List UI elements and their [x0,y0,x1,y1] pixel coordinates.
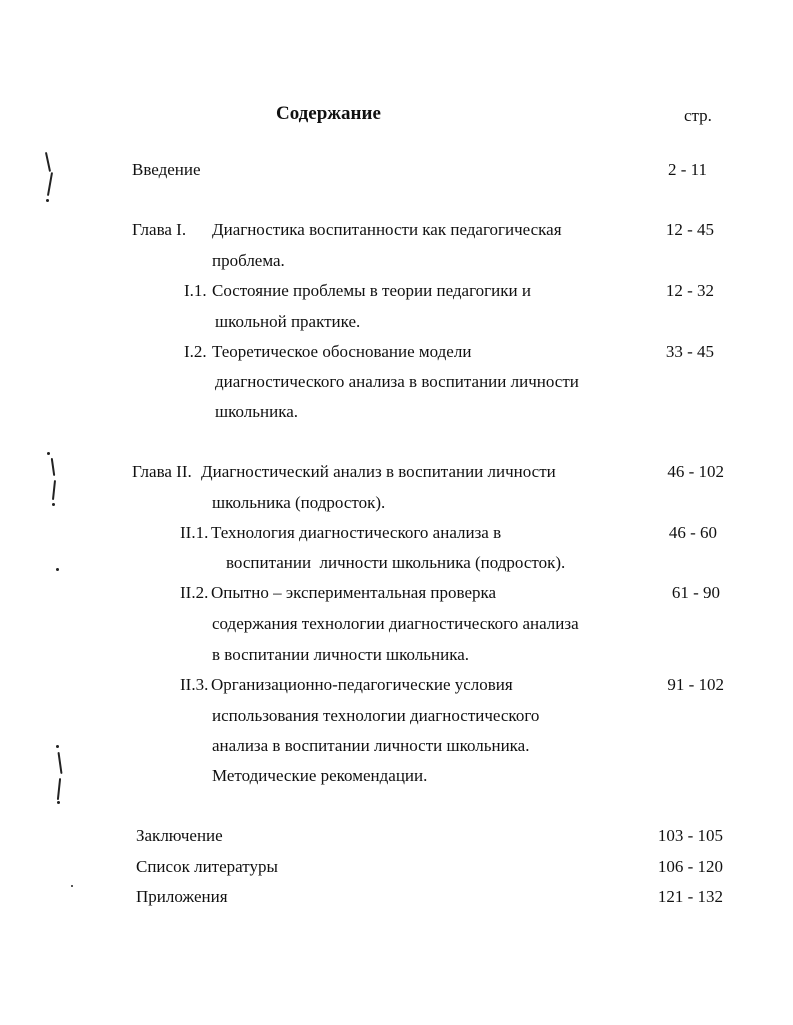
toc-chapter-2-title-line1: Диагностический анализ в воспитании личности [201,462,556,481]
toc-chapter-1-title-line1: Диагностика воспитанности как педагогическая [212,220,562,239]
toc-entry-bibliography: Список литературы [136,857,278,876]
toc-section-2-3-title-line4: Методические рекомендации. [212,766,428,785]
toc-section-2-2-title-line1: Опытно – экспериментальная проверка [211,583,497,602]
toc-section-2-1-title-line2: воспитании личности школьника (подросток). [226,553,566,572]
toc-section-2-1-number: II.1. [180,523,209,542]
toc-section-1-2-number: I.2. [184,342,207,361]
toc-pages-section-2-2: 61 - 90 [671,583,720,602]
toc-pages-section-2-3: 91 - 102 [667,675,724,694]
toc-section-1-2-title-line3: школьника. [215,402,298,421]
toc-section-2-3-title-line2: использования технологии диагностического [212,706,540,725]
toc-section-2-2-number: II.2. [180,583,209,602]
toc-entry-introduction: Введение [132,160,201,179]
toc-section-2-3-title-line3: анализа в воспитании личности школьника. [212,736,530,755]
toc-section-1-2-title-line2: диагностического анализа в воспитании личности [215,372,579,391]
toc-title: Содержание [276,103,381,124]
toc-chapter-1-label: Глава I. [132,220,187,239]
toc-section-1-1-title-line1: Состояние проблемы в теории педагогики и [212,281,531,300]
pages-column-label: стр. [684,106,712,125]
toc-pages-section-2-1: 46 - 60 [668,523,717,542]
toc-section-2-1-title-line1: Технология диагностического анализа в [211,523,502,542]
toc-chapter-1-title-line2: проблема. [212,251,285,270]
toc-section-2-3-number: II.3. [180,675,209,694]
toc-pages-bibliography: 106 - 120 [657,857,723,876]
toc-section-1-1-number: I.1. [184,281,207,300]
toc-section-1-1-title-line2: школьной практике. [215,312,361,331]
toc-entry-appendices: Приложения [136,887,228,906]
toc-pages-conclusion: 103 - 105 [657,826,723,845]
toc-pages-chapter-1: 12 - 45 [665,220,714,239]
toc-section-2-2-title-line2: содержания технологии диагностического анализа [212,614,579,633]
toc-pages-section-1-1: 12 - 32 [665,281,714,300]
toc-section-2-2-title-line3: в воспитании личности школьника. [212,645,470,664]
scan-artifact-dot [56,568,59,571]
toc-pages-introduction: 2 - 11 [667,160,707,179]
toc-chapter-2-label: Глава II. [132,462,192,481]
toc-chapter-2-title-line2: школьника (подросток). [212,493,386,512]
toc-pages-chapter-2: 46 - 102 [667,462,724,481]
toc-entry-conclusion: Заключение [136,826,223,845]
scan-artifact-speck [71,885,73,887]
toc-section-1-2-title-line1: Теоретическое обоснование модели [212,342,472,361]
toc-section-2-3-title-line1: Организационно-педагогические условия [211,675,513,694]
toc-pages-section-1-2: 33 - 45 [665,342,714,361]
toc-pages-appendices: 121 - 132 [657,887,723,906]
